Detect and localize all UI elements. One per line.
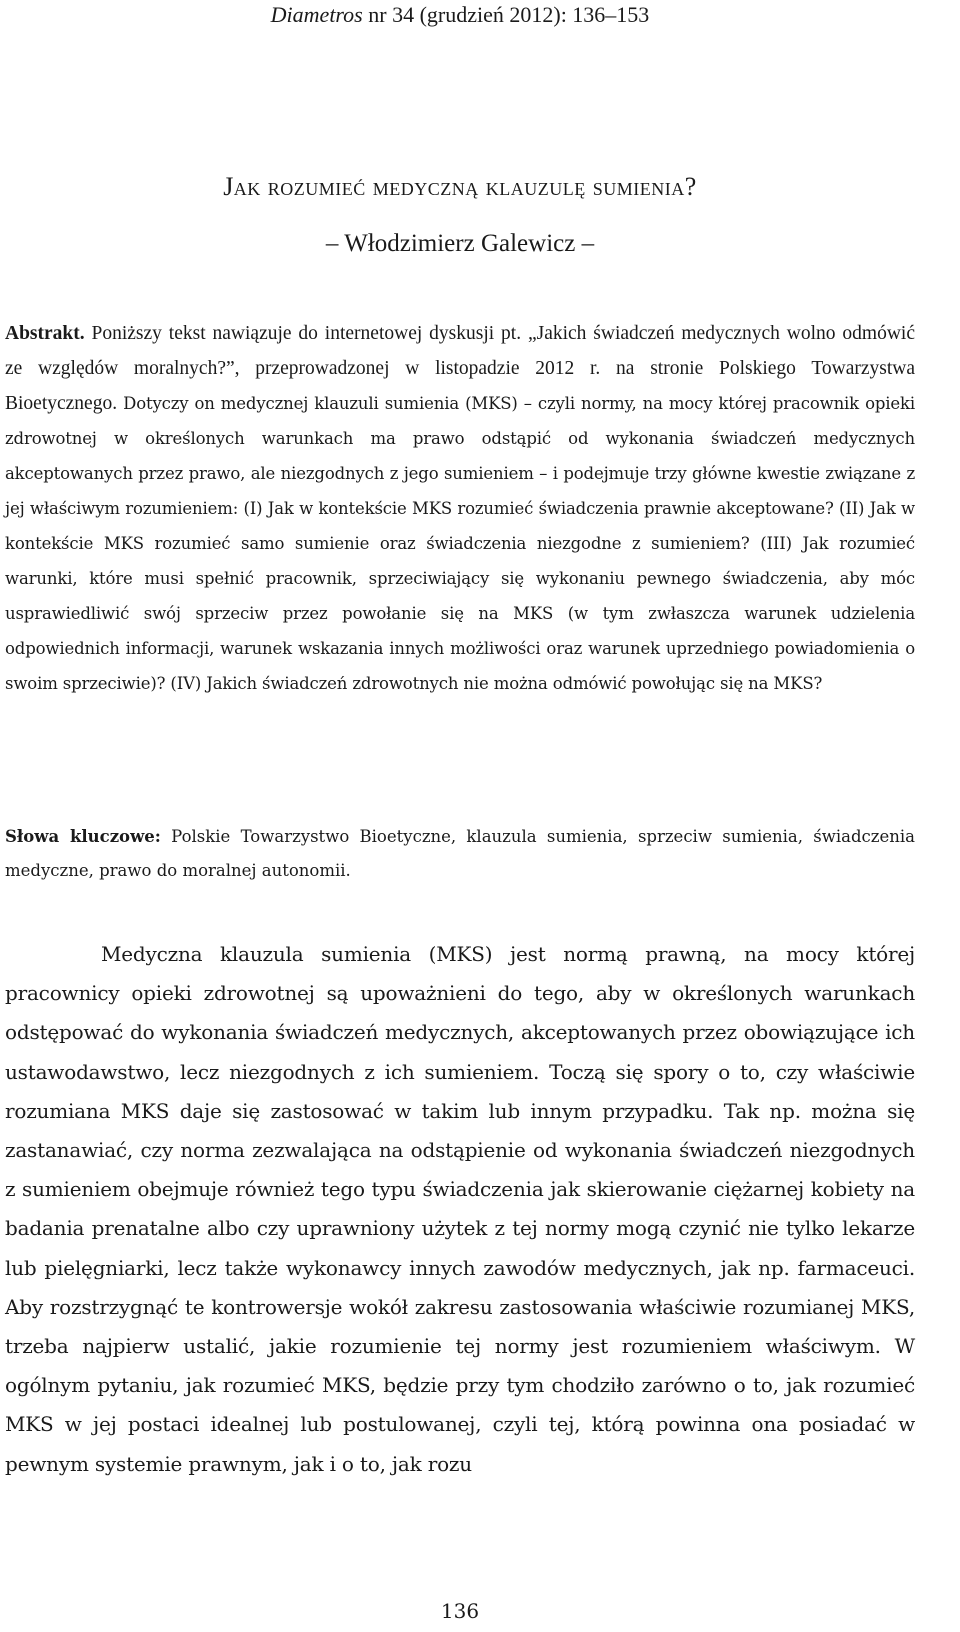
article-author: – Włodzimierz Galewicz –: [325, 230, 595, 257]
abstract-label: Abstrakt.: [5, 323, 85, 344]
article-title: Jak rozumieć medyczną klauzulę sumienia?: [223, 172, 697, 201]
abstract-lead: Poniższy tekst nawiązuje do internetowej dyskusji pt. „Jakich świadczeń medycznych wolno odmówić ze względów moralnych?”, przeprowadzonej w listopadzie 2012 r. na stronie Polskiego Towarzystwa Bioetycznego.: [5, 323, 915, 414]
keywords: [5, 820, 915, 888]
abstract-text: Dotyczy on medycznej klauzuli sumienia (MKS) – czyli normy, na mocy której pracownik opieki zdrowotnej w określonych warunkach ma prawo odstąpić od wykonania świadczeń medycznych akceptowanych przez prawo, ale niezgodnych z jego sumieniem – i podejmuje trzy główne kwestie związane z jej właściwym rozumieniem: (I) Jak w kontekście MKS rozumieć świadczenia prawnie akceptowane? (II) Jak w kontekście MKS rozumieć samo sumienie oraz świadczenia niezgodne z sumieniem? (III) Jak rozumieć warunki, które musi spełnić pracownik, sprzeciwiający się wykonaniu pewnego świadczenia, aby móc usprawiedliwić swój sprzeciw przez powołanie się na MKS (w tym zwłaszcza warunek udzielenia odpowiednich informacji, warunek wskazania innych możliwości oraz warunek uprzedniego powiadomienia o swoim sprzeciwie)? (IV) Jakich świadczeń zdrowotnych nie można odmówić powołując się na MKS?: [5, 394, 915, 693]
journal-name: Diametros: [270, 2, 363, 27]
keywords-text: Polskie Towarzystwo Bioetyczne, klauzula sumienia, sprzeciw sumienia, świadczenia medyczne, prawo do moralnej autonomii.: [5, 827, 915, 880]
body-paragraph: Medyczna klauzula sumienia (MKS) jest normą prawną, na mocy której pracownicy opieki zdrowotnej są upoważnieni do tego, aby w określonych warunkach odstępować do wykonania świadczeń medycznych, akceptowanych przez obowiązujące ich ustawodawstwo, lecz niezgodnych z ich sumieniem. Toczą się spory o to, czy właściwie rozumiana MKS daje się zastosować w takim lub innym przypadku. Tak np. można się zastanawiać, czy norma zezwalająca na odstąpienie od wykonania świadczeń niezgodnych z sumieniem obejmuje również tego typu świadczenia jak skierowanie ciężarnej kobiety na badania prenatalne albo czy uprawniony użytek z tej normy mogą czynić nie tylko lekarze lub pielęgniarki, lecz także wykonawcy innych zawodów medycznych, jak np. farmaceuci. Aby rozstrzygnąć te kontrowersje wokół zakresu zastosowania właściwie rozumianej MKS, trzeba najpierw ustalić, jakie rozumienie tej normy jest rozumieniem właściwym. W ogólnym pytaniu, jak rozumieć MKS, będzie przy tym chodziło zarówno o to, jak rozumieć MKS w jej postaci idealnej lub postulowanej, czyli tej, którą powinna ona posiadać w pewnym systemie prawnym, jak i o to, jak rozu: [5, 942, 915, 1476]
page-number: 136: [440, 1599, 480, 1623]
running-head: [0, 0, 920, 28]
keywords-label: Słowa kluczowe:: [5, 827, 161, 846]
abstract: [5, 316, 915, 701]
journal-issue: nr 34 (grudzień 2012): 136–153: [362, 2, 650, 27]
